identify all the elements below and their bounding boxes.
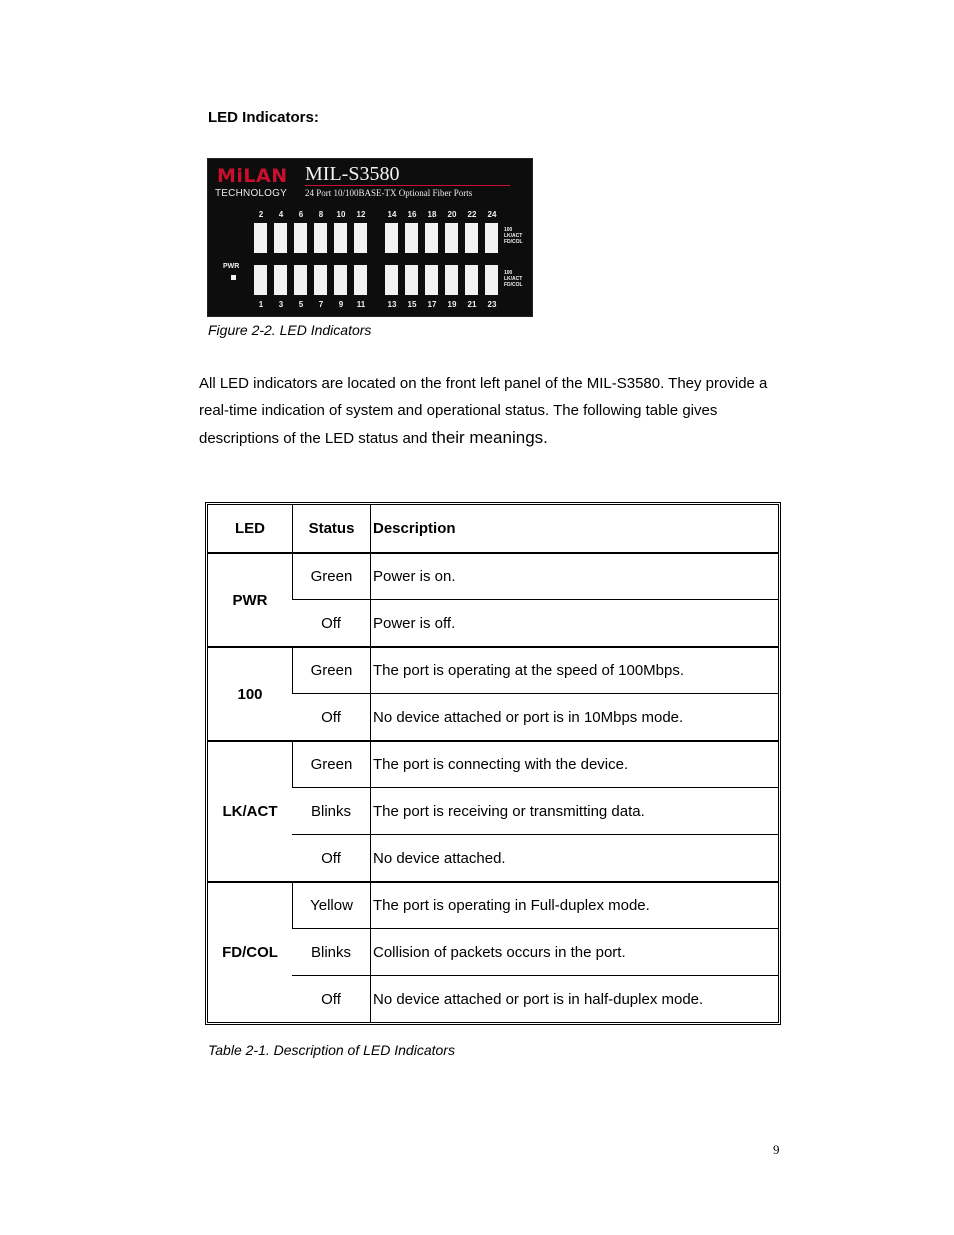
brand-logo: MiLAN [217,165,288,187]
status-cell: Off [292,834,370,881]
port-number-top: 24 [487,210,497,219]
port-number-bottom: 21 [467,300,477,309]
table-row [208,787,778,834]
port-number-top: 4 [278,210,284,219]
port-led-bottom [254,265,267,295]
port-led-bottom [334,265,347,295]
status-cell: Yellow [292,881,370,928]
port-led-bottom [294,265,307,295]
led-name-cell: PWR [208,552,292,646]
port-led-top [314,223,327,253]
port-led-bottom [405,265,418,295]
table-row [208,881,778,928]
port-number-top: 12 [356,210,366,219]
port-number-top: 20 [447,210,457,219]
table-row [208,552,778,599]
status-cell: Green [292,740,370,787]
port-led-top [405,223,418,253]
port-number-top: 6 [298,210,304,219]
port-led-top [294,223,307,253]
side-label-100-top: 100 [504,227,513,233]
side-label-top [504,227,523,245]
description-cell: No device attached. [370,834,778,881]
model-divider [305,185,510,186]
description-cell: The port is connecting with the device. [370,740,778,787]
led-description-table [205,502,781,1025]
port-led-top [485,223,498,253]
header-status: Status [292,505,370,552]
port-number-bottom: 5 [298,300,304,309]
intro-paragraph-tail: their meanings. [431,428,548,447]
port-number-bottom: 7 [318,300,324,309]
led-name-cell: FD/COL [208,881,292,1022]
side-label-fdcol-bottom: FD/COL [504,282,523,288]
port-led-top [334,223,347,253]
table-caption: Table 2-1. Description of LED Indicators [208,1042,455,1058]
port-led-top [425,223,438,253]
table-header-row [208,505,778,552]
port-led-bottom [425,265,438,295]
port-led-bottom [445,265,458,295]
port-number-bottom: 23 [487,300,497,309]
port-led-bottom [465,265,478,295]
status-cell: Blinks [292,928,370,975]
status-cell: Green [292,646,370,693]
port-number-bottom: 3 [278,300,284,309]
port-number-top: 18 [427,210,437,219]
pwr-led-icon [231,275,236,280]
side-label-bottom [504,270,523,288]
description-cell: The port is operating at the speed of 100Mbps. [370,646,778,693]
description-cell: No device attached or port is in 10Mbps mode. [370,693,778,740]
table-row [208,834,778,881]
port-led-bottom [385,265,398,295]
port-number-top: 22 [467,210,477,219]
table-row [208,740,778,787]
table-row [208,975,778,1022]
pwr-label: PWR [223,263,240,270]
port-number-bottom: 15 [407,300,417,309]
port-led-bottom [485,265,498,295]
side-label-lkact-top: LK/ACT [504,233,523,239]
description-cell: No device attached or port is in half-duplex mode. [370,975,778,1022]
description-cell: Collision of packets occurs in the port. [370,928,778,975]
brand-subtitle: TECHNOLOGY [215,188,288,199]
model-description: 24 Port 10/100BASE-TX Optional Fiber Ports [305,188,473,198]
led-name-cell: 100 [208,646,292,740]
intro-paragraph-text: All LED indicators are located on the front left panel of the MIL-S3580. They provide a real-time indication of system and operational status. The following table gives descriptions of the LED status and [199,375,768,447]
port-number-bottom: 13 [387,300,397,309]
port-led-top [465,223,478,253]
port-led-bottom [314,265,327,295]
table-row [208,646,778,693]
port-led-top [354,223,367,253]
port-number-top: 16 [407,210,417,219]
led-front-panel-figure [207,158,533,317]
port-number-top: 10 [336,210,346,219]
port-number-bottom: 9 [338,300,344,309]
port-number-bottom: 11 [356,300,366,309]
status-cell: Off [292,975,370,1022]
status-cell: Blinks [292,787,370,834]
port-led-top [254,223,267,253]
model-name: MIL-S3580 [305,163,400,185]
header-led: LED [235,520,265,537]
table-row [208,599,778,646]
port-led-top [445,223,458,253]
port-number-bottom: 1 [258,300,264,309]
table-row [208,693,778,740]
led-name-cell: LK/ACT [208,740,292,881]
port-led-bottom [274,265,287,295]
port-led-top [274,223,287,253]
side-label-100-bottom: 100 [504,270,513,276]
port-number-top: 8 [318,210,324,219]
side-label-lkact-bottom: LK/ACT [504,276,523,282]
port-led-top [385,223,398,253]
table-row [208,928,778,975]
description-cell: Power is on. [370,552,778,599]
status-cell: Off [292,693,370,740]
port-number-top: 14 [387,210,397,219]
description-cell: The port is receiving or transmitting data. [370,787,778,834]
description-cell: Power is off. [370,599,778,646]
port-number-top: 2 [258,210,264,219]
description-cell: The port is operating in Full-duplex mode. [370,881,778,928]
page-number: 9 [773,1142,780,1157]
status-cell: Off [292,599,370,646]
status-cell: Green [292,552,370,599]
section-heading: LED Indicators: [208,109,319,126]
side-label-fdcol-top: FD/COL [504,239,523,245]
header-description: Description [370,505,778,552]
port-number-bottom: 19 [447,300,457,309]
intro-paragraph [199,370,799,452]
port-number-bottom: 17 [427,300,437,309]
port-led-bottom [354,265,367,295]
figure-caption: Figure 2-2. LED Indicators [208,322,372,338]
